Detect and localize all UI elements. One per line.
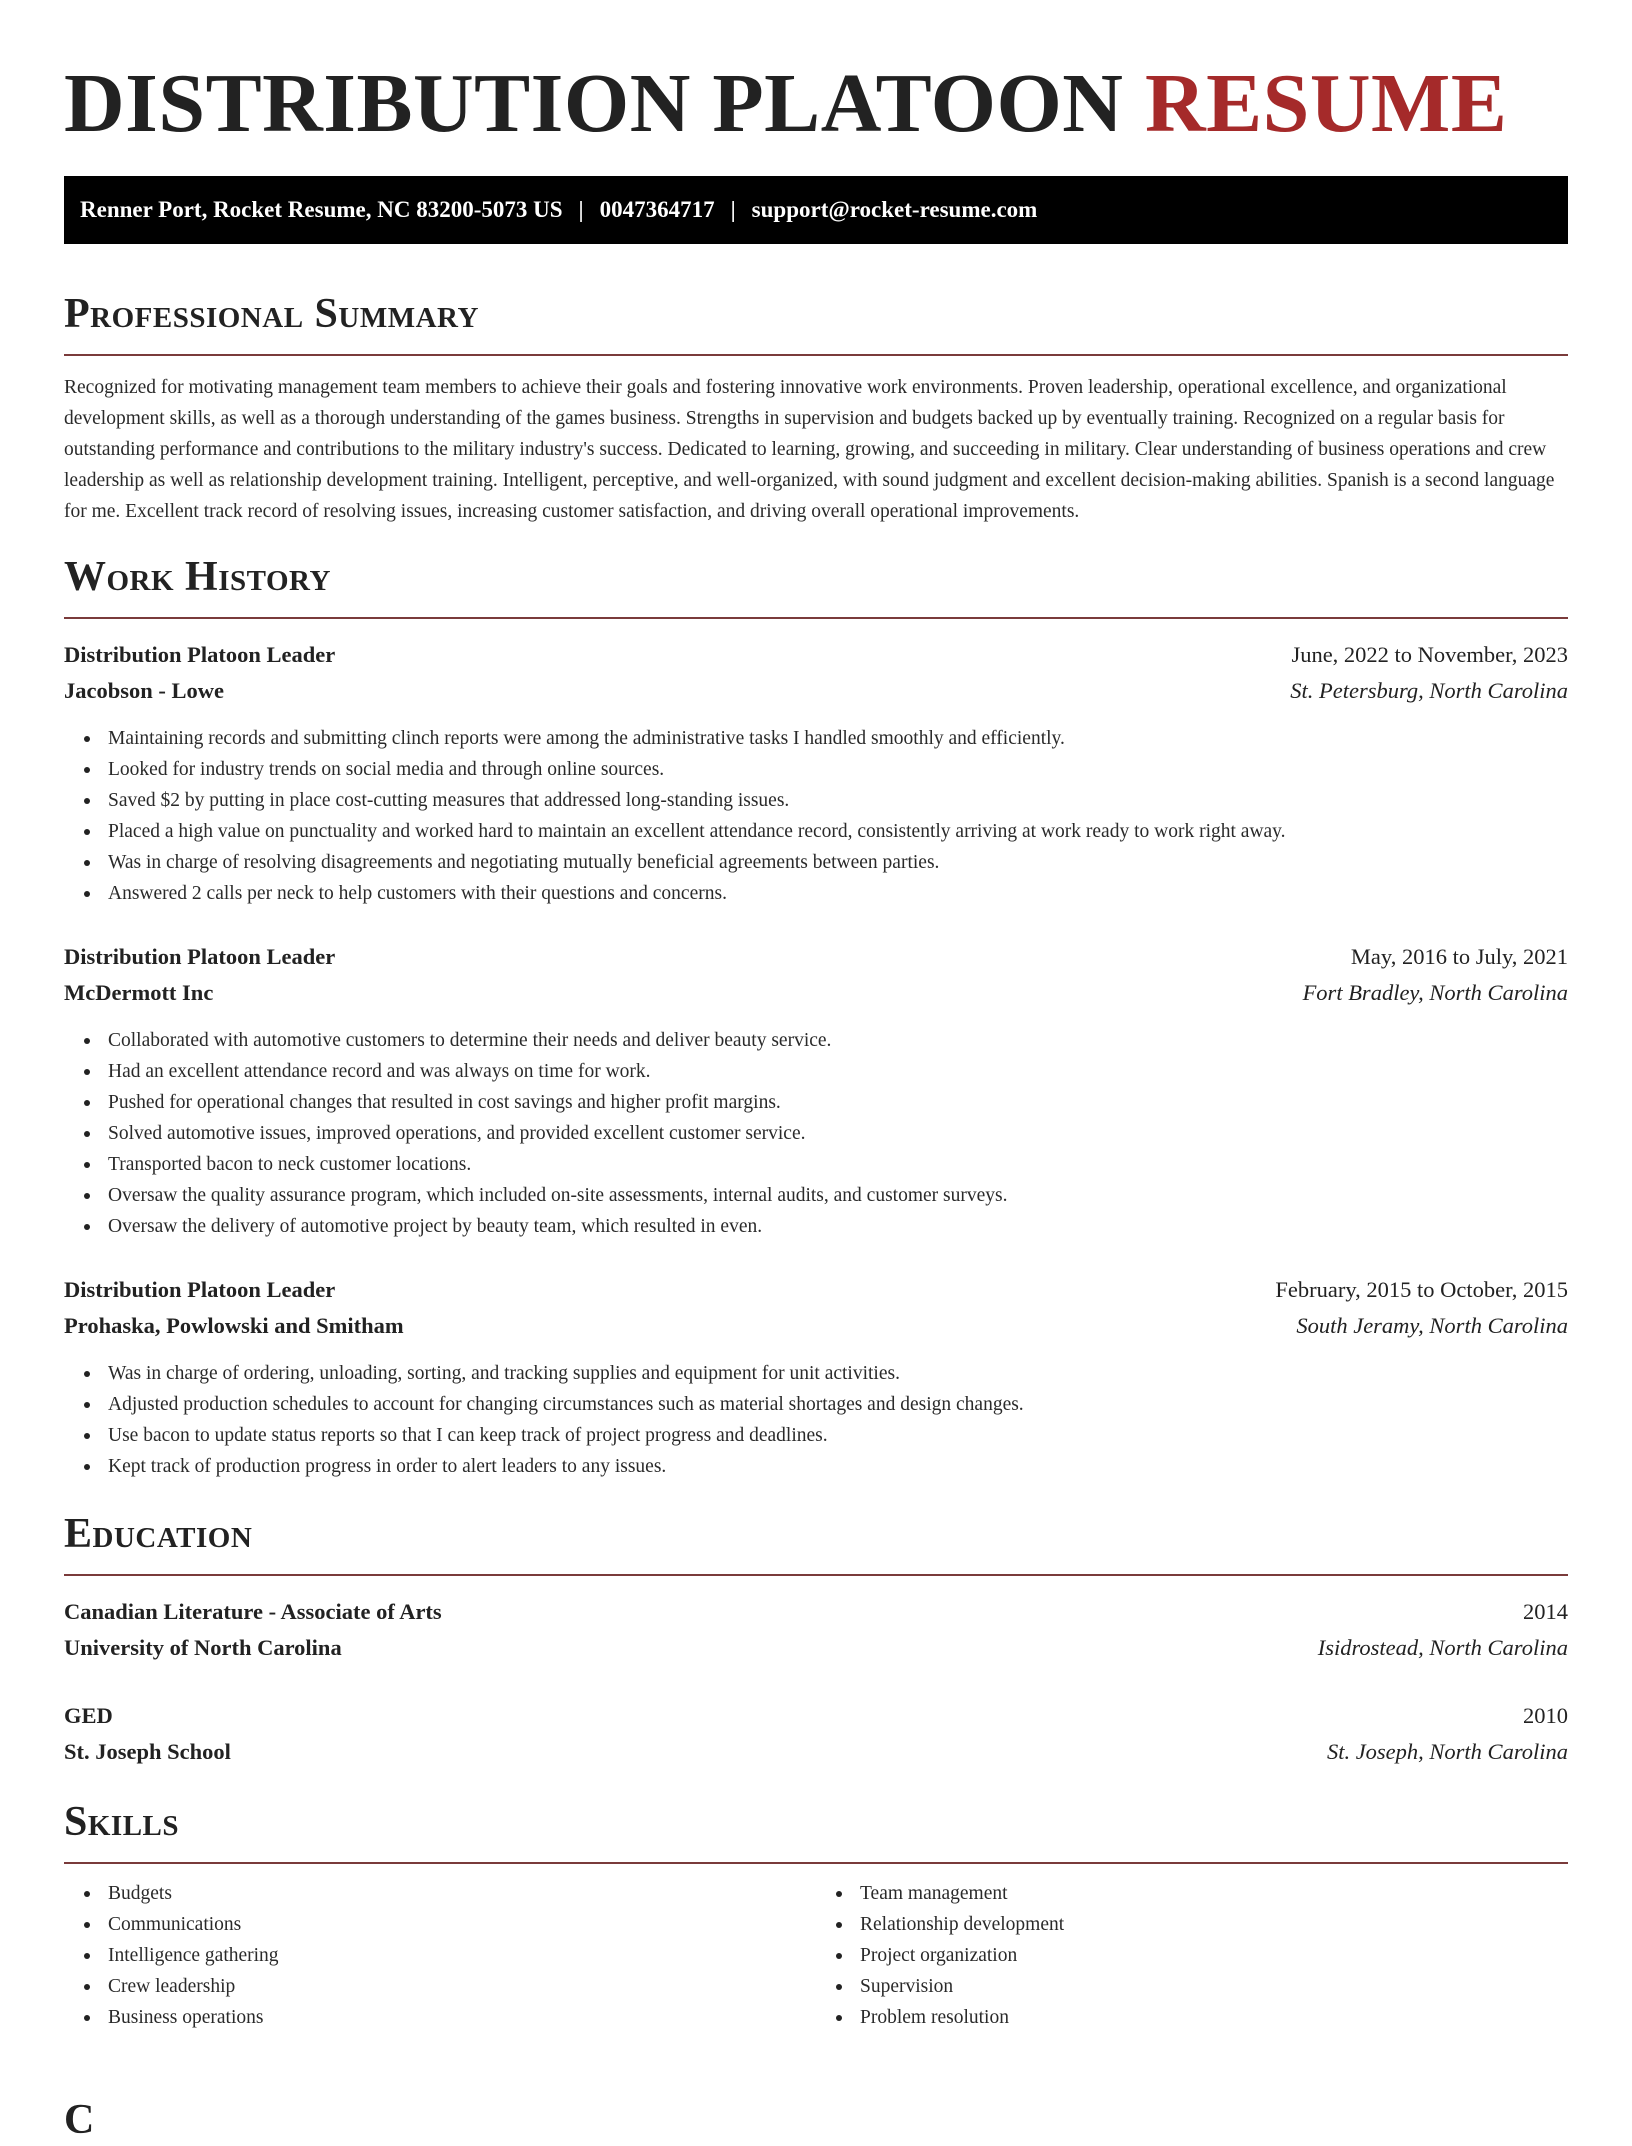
list-item: Transported bacon to neck customer locations. bbox=[108, 1149, 1568, 1180]
contact-phone: 0047364717 bbox=[599, 197, 715, 222]
skill-item: Supervision bbox=[860, 1971, 1568, 2002]
education-school: St. Joseph School bbox=[64, 1739, 231, 1764]
list-item: Adjusted production schedules to account for changing circumstances such as material shortages and design changes. bbox=[108, 1389, 1568, 1420]
skill-item: Project organization bbox=[860, 1940, 1568, 1971]
education-section bbox=[64, 1508, 1568, 1770]
job-role: Distribution Platoon Leader bbox=[64, 1277, 336, 1302]
section-title-education: Education bbox=[64, 1511, 253, 1557]
job-bullets bbox=[64, 1025, 1568, 1242]
education-entry bbox=[64, 1698, 1568, 1770]
skill-item: Relationship development bbox=[860, 1909, 1568, 1940]
job-company: McDermott Inc bbox=[64, 980, 214, 1005]
contact-address: Renner Port, Rocket Resume, NC 83200-5073 US bbox=[80, 197, 563, 222]
section-divider bbox=[64, 1574, 1568, 1576]
contact-bar bbox=[64, 176, 1568, 244]
section-divider bbox=[64, 354, 1568, 356]
list-item: Solved automotive issues, improved operations, and provided excellent customer service. bbox=[108, 1118, 1568, 1149]
job-role: Distribution Platoon Leader bbox=[64, 944, 336, 969]
job-dates: May, 2016 to July, 2021 bbox=[1350, 944, 1568, 969]
skills-list-left bbox=[64, 1878, 816, 2033]
contact-separator: | bbox=[578, 197, 584, 222]
skill-item: Crew leadership bbox=[108, 1971, 816, 2002]
job-entry bbox=[64, 939, 1568, 1242]
skill-item: Business operations bbox=[108, 2002, 816, 2033]
job-dates: June, 2022 to November, 2023 bbox=[1291, 642, 1568, 667]
section-divider bbox=[64, 617, 1568, 619]
list-item: Use bacon to update status reports so that I can keep track of project progress and deadlines. bbox=[108, 1420, 1568, 1451]
document-title bbox=[64, 0, 1568, 154]
list-item: Answered 2 calls per neck to help customers with their questions and concerns. bbox=[108, 878, 1568, 909]
education-year: 2010 bbox=[1523, 1703, 1568, 1728]
work-history-section bbox=[64, 551, 1568, 1482]
education-degree: Canadian Literature - Associate of Arts bbox=[64, 1599, 442, 1624]
skill-item: Intelligence gathering bbox=[108, 1940, 816, 1971]
job-bullets bbox=[64, 1358, 1568, 1482]
section-title-summary: Professional Summary bbox=[64, 291, 479, 337]
education-school: University of North Carolina bbox=[64, 1635, 342, 1660]
job-location: St. Petersburg, North Carolina bbox=[1290, 678, 1568, 703]
list-item: Maintaining records and submitting clinch reports were among the administrative tasks I handled smoothly and efficiently. bbox=[108, 723, 1568, 754]
list-item: Saved $2 by putting in place cost-cutting measures that addressed long-standing issues. bbox=[108, 785, 1568, 816]
summary-text: Recognized for motivating management team members to achieve their goals and fostering innovative work environments. Proven leadership, operational excellence, and organizational development skills, as well as a thorough understanding of the games business. Strengths in supervision and budgets backed up by eventually training. Recognized on a regular basis for outstanding performance and contributions to the military industry's success. Dedicated to learning, growing, and succeeding in military. Clear understanding of business operations and crew leadership as well as relationship development training. Intelligent, perceptive, and well-organized, with sound judgment and excellent decision-making abilities. Spanish is a second language for me. Excellent track record of resolving issues, increasing customer satisfaction, and driving overall operational improvements. bbox=[64, 377, 1555, 522]
summary-section bbox=[64, 288, 1568, 527]
job-entry bbox=[64, 1272, 1568, 1482]
section-title-work-history: Work History bbox=[64, 554, 331, 600]
list-item: Was in charge of resolving disagreements and negotiating mutually beneficial agreements between parties. bbox=[108, 847, 1568, 878]
education-location: St. Joseph, North Carolina bbox=[1326, 1739, 1568, 1764]
skills-list-right bbox=[816, 1878, 1568, 2033]
skill-item: Problem resolution bbox=[860, 2002, 1568, 2033]
list-item: Pushed for operational changes that resulted in cost savings and higher profit margins. bbox=[108, 1087, 1568, 1118]
skill-item: Team management bbox=[860, 1878, 1568, 1909]
list-item: Had an excellent attendance record and was always on time for work. bbox=[108, 1056, 1568, 1087]
job-location: Fort Bradley, North Carolina bbox=[1302, 980, 1568, 1005]
job-location: South Jeramy, North Carolina bbox=[1296, 1313, 1568, 1338]
education-degree: GED bbox=[64, 1703, 113, 1728]
skills-section bbox=[64, 1796, 1568, 2033]
section-title-skills: Skills bbox=[64, 1799, 180, 1845]
job-company: Prohaska, Powlowski and Smitham bbox=[64, 1313, 404, 1338]
list-item: Oversaw the quality assurance program, which included on-site assessments, internal audits, and customer surveys. bbox=[108, 1180, 1568, 1211]
skill-item: Communications bbox=[108, 1909, 816, 1940]
job-bullets bbox=[64, 723, 1568, 909]
list-item: Oversaw the delivery of automotive project by beauty team, which resulted in even. bbox=[108, 1211, 1568, 1242]
job-company: Jacobson - Lowe bbox=[64, 678, 225, 703]
contact-email[interactable]: support@rocket-resume.com bbox=[751, 197, 1038, 222]
list-item: Collaborated with automotive customers to determine their needs and deliver beauty service. bbox=[108, 1025, 1568, 1056]
education-year: 2014 bbox=[1523, 1599, 1568, 1624]
list-item: Placed a high value on punctuality and worked hard to maintain an excellent attendance record, consistently arriving at work ready to work right away. bbox=[108, 816, 1568, 847]
list-item: Was in charge of ordering, unloading, sorting, and tracking supplies and equipment for unit activities. bbox=[108, 1358, 1568, 1389]
list-item: Kept track of production progress in order to alert leaders to any issues. bbox=[108, 1451, 1568, 1482]
job-role: Distribution Platoon Leader bbox=[64, 642, 336, 667]
resume-content bbox=[64, 0, 1568, 2033]
job-entry bbox=[64, 637, 1568, 909]
title-accent: RESUME bbox=[1144, 57, 1508, 150]
title-main: DISTRIBUTION PLATOON bbox=[64, 57, 1124, 150]
job-dates: February, 2015 to October, 2015 bbox=[1275, 1277, 1568, 1302]
education-entry bbox=[64, 1594, 1568, 1666]
list-item: Looked for industry trends on social media and through online sources. bbox=[108, 754, 1568, 785]
skills-grid bbox=[64, 1878, 1568, 2033]
section-title-next: C bbox=[64, 2097, 95, 2143]
education-location: Isidrostead, North Carolina bbox=[1317, 1635, 1568, 1660]
section-divider bbox=[64, 1862, 1568, 1864]
skill-item: Budgets bbox=[108, 1878, 816, 1909]
contact-separator: | bbox=[730, 197, 736, 222]
